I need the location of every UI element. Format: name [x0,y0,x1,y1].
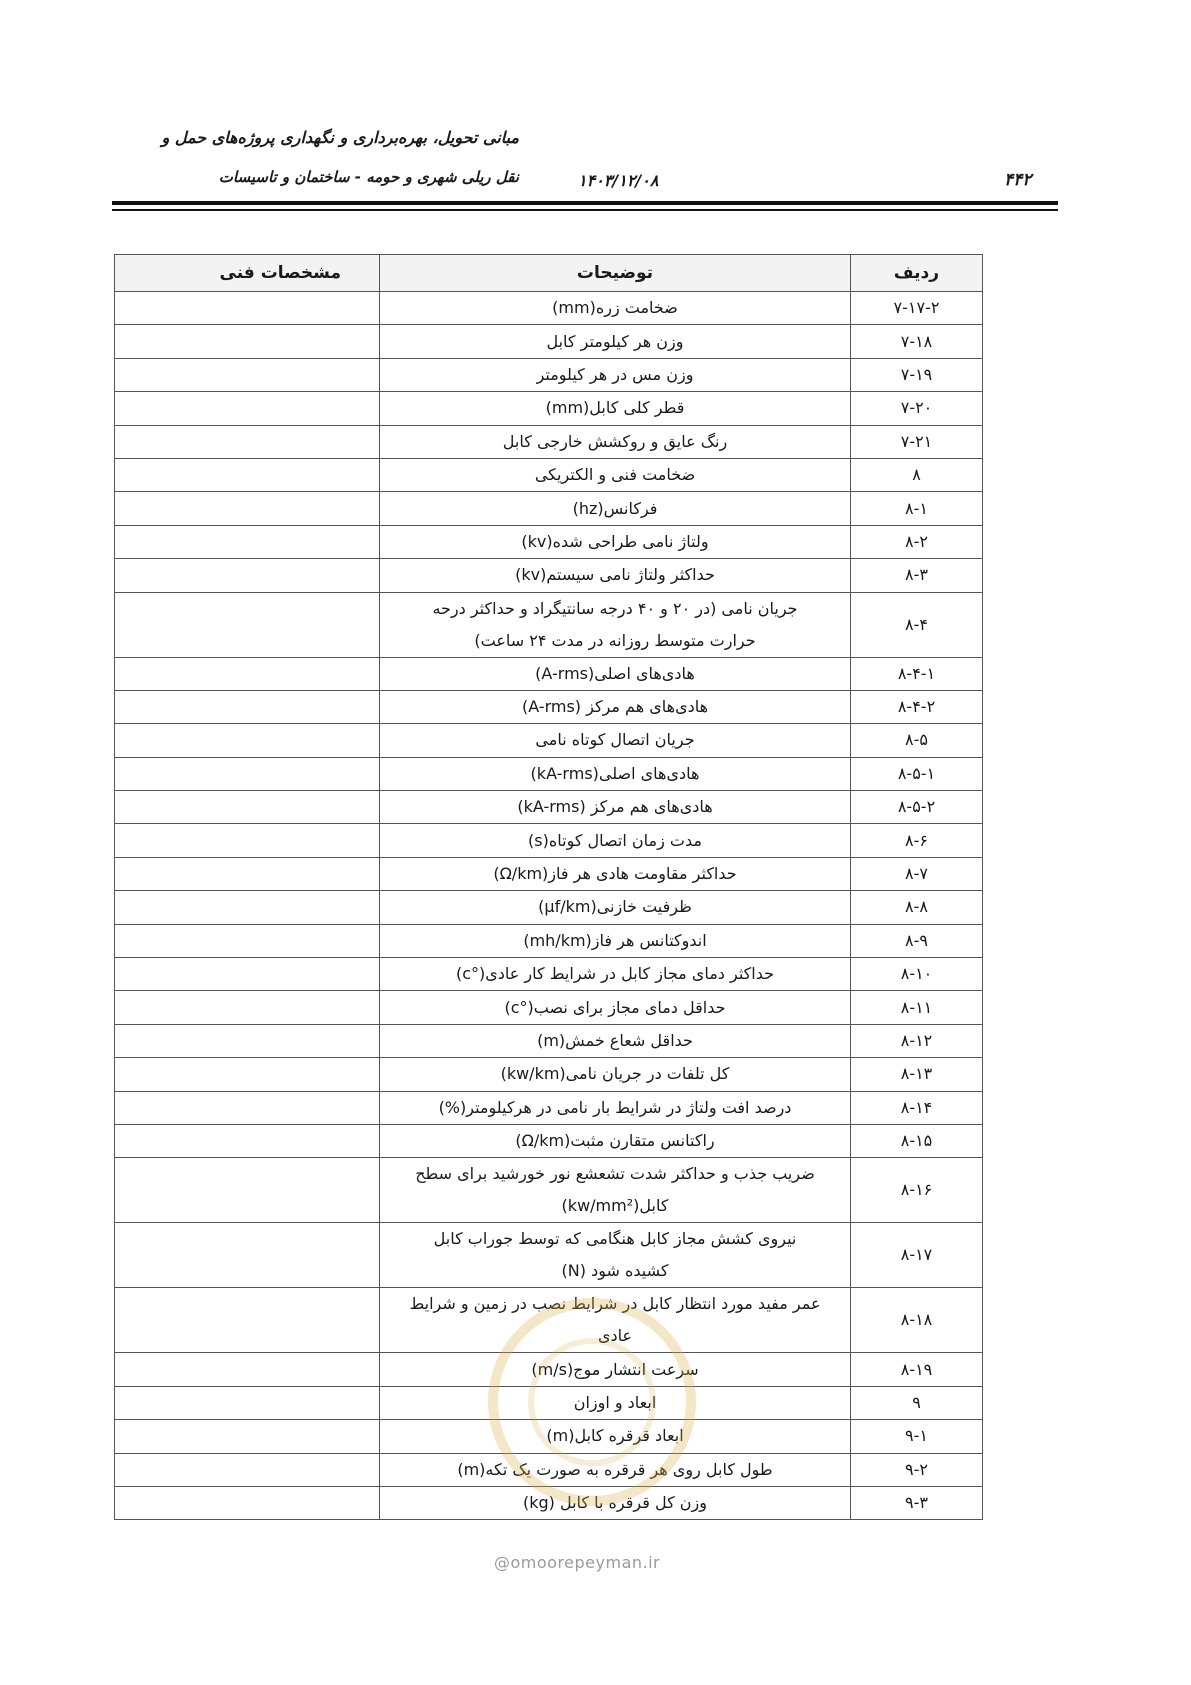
row-description [380,1453,851,1486]
row-number: ۸-۳ [851,559,983,592]
row-description-line1: ضخامت فنی و الکتریکی [534,465,696,485]
watermark-text: @omoorepeyman.ir [494,1553,661,1572]
row-spec-value [115,592,380,657]
table-row [115,1353,983,1386]
row-number: ۸ [851,458,983,491]
row-description [380,924,851,957]
row-description-line1: قطر کلی کابل(mm) [545,398,685,418]
row-description [380,991,851,1024]
row-description [380,757,851,790]
row-description [380,1024,851,1057]
table-header-row [115,255,983,292]
row-description-line1: ابعاد قرقره کابل(m) [546,1426,684,1446]
row-spec-value [115,1024,380,1057]
row-description [380,1058,851,1091]
row-number: ۸-۱۶ [851,1158,983,1223]
row-number: ۸-۱۲ [851,1024,983,1057]
row-description [380,857,851,890]
row-number: ۸-۵-۲ [851,791,983,824]
row-number: ۸-۷ [851,857,983,890]
table-row [115,1453,983,1486]
table-row [115,1486,983,1519]
row-spec-value [115,824,380,857]
row-number: ۹-۲ [851,1453,983,1486]
row-number: ۸-۱۴ [851,1091,983,1124]
row-description [380,325,851,358]
table-row [115,857,983,890]
spec-table [114,254,983,1520]
row-description [380,358,851,391]
row-description [380,657,851,690]
row-description-line1: وزن مس در هر کیلومتر [536,364,694,384]
row-description [380,824,851,857]
row-description-line2: حرارت متوسط روزانه در مدت ۲۴ ساعت) [474,630,756,650]
table-row [115,657,983,690]
row-number: ۸-۹ [851,924,983,957]
page-header [0,0,1191,220]
table-row [115,1420,983,1453]
header-description: توضیحات [380,255,851,292]
row-description [380,1091,851,1124]
row-number: ۸-۴ [851,592,983,657]
header-date: ۱۴۰۳/۱۲/۰۸ [578,171,659,190]
header-rule-thin [112,209,1058,211]
row-spec-value [115,690,380,723]
row-spec-value [115,392,380,425]
row-description-line1: هادی‌های اصلی(A-rms) [535,663,695,683]
row-spec-value [115,358,380,391]
row-number: ۷-۲۱ [851,425,983,458]
row-description-line1: هادی‌های هم مرکز (A-rms) [521,697,709,717]
table-body [115,292,983,1520]
row-spec-value [115,1288,380,1353]
row-spec-value [115,857,380,890]
header-row-no: ردیف [851,255,983,292]
row-number: ۸-۲ [851,525,983,558]
row-description-line1: حداکثر دمای مجاز کابل در شرایط کار عادی(°c) [455,964,774,984]
row-description [380,891,851,924]
row-spec-value [115,1353,380,1386]
table-row [115,1288,983,1353]
row-description-line1: مدت زمان اتصال کوتاه(s) [528,830,702,850]
table-row [115,791,983,824]
row-description-line2: کشیده شود (N) [561,1261,669,1281]
row-description [380,1124,851,1157]
row-description [380,1420,851,1453]
row-description [380,690,851,723]
row-description [380,492,851,525]
row-spec-value [115,1091,380,1124]
row-spec-value [115,891,380,924]
table-row [115,559,983,592]
row-description [380,1486,851,1519]
table-row [115,325,983,358]
row-number: ۸-۱۹ [851,1353,983,1386]
row-spec-value [115,1420,380,1453]
row-number: ۸-۵-۱ [851,757,983,790]
header-title-line2: نقل ریلی شهری و حومه - ساختمان و تاسیسات [218,168,519,186]
row-number: ۸-۱۳ [851,1058,983,1091]
table-row [115,392,983,425]
table-row [115,425,983,458]
row-description-line1: ضریب جذب و حداکثر شدت تشعشع نور خورشید برای سطح [415,1164,815,1184]
row-description-line1: حداقل شعاع خمش(m) [537,1031,693,1050]
row-description [380,592,851,657]
row-spec-value [115,458,380,491]
row-description-line1: هادی‌های هم مرکز (kA-rms) [517,797,713,817]
row-number: ۸-۱۵ [851,1124,983,1157]
row-description [380,958,851,991]
row-number: ۷-۲۰ [851,392,983,425]
row-description [380,525,851,558]
row-description-line1: هادی‌های اصلی(kA-rms) [530,763,700,783]
row-number: ۷-۱۹ [851,358,983,391]
row-description-line1: حداقل دمای مجاز برای نصب(°c) [504,997,726,1017]
row-spec-value [115,525,380,558]
row-spec-value [115,657,380,690]
header-spec: مشخصات فنی [115,255,380,292]
row-description-line1: ظرفیت خازنی(µf/km) [538,897,692,917]
table-row [115,924,983,957]
row-description-line1: ابعاد و اوزان [573,1392,657,1412]
row-description-line1: وزن هر کیلومتر کابل [546,331,684,351]
row-number: ۸-۸ [851,891,983,924]
row-description [380,1158,851,1223]
row-number: ۸-۱۷ [851,1223,983,1288]
row-number: ۸-۱ [851,492,983,525]
row-spec-value [115,425,380,458]
row-description-line1: حداکثر مقاومت هادی هر فاز(Ω/km) [493,864,737,884]
row-spec-value [115,292,380,325]
row-spec-value [115,991,380,1024]
row-spec-value [115,1453,380,1486]
table-row [115,1223,983,1288]
row-description [380,458,851,491]
row-spec-value [115,1386,380,1419]
row-spec-value [115,1486,380,1519]
row-description-line1: نیروی کشش مجاز کابل هنگامی که توسط جوراب کابل [433,1229,797,1249]
row-description-line1: عمر مفید مورد انتظار کابل در شرایط نصب در زمین و شرایط [409,1294,821,1314]
row-spec-value [115,791,380,824]
table-row [115,891,983,924]
row-description-line1: اندوکتانس هر فاز(mh/km) [523,930,707,950]
row-number: ۸-۶ [851,824,983,857]
row-description [380,559,851,592]
table-row [115,1124,983,1157]
header-rule-thick [112,201,1058,205]
row-description [380,1353,851,1386]
table-row [115,824,983,857]
header-title-line1: مبانی تحویل، بهره‌برداری و نگهداری پروژه‌های حمل و [161,128,519,147]
table-row [115,458,983,491]
row-description-line1: طول کابل روی هر قرقره به صورت یک تکه(m) [457,1459,773,1479]
row-description [380,425,851,458]
table-row [115,690,983,723]
row-description-line1: وزن کل قرقره با کابل (kg) [522,1493,707,1513]
row-spec-value [115,1058,380,1091]
row-description [380,292,851,325]
row-spec-value [115,724,380,757]
row-number: ۸-۱۰ [851,958,983,991]
row-spec-value [115,325,380,358]
row-number: ۸-۱۱ [851,991,983,1024]
page-number: ۴۴۲ [1004,170,1032,190]
row-number: ۸-۱۸ [851,1288,983,1353]
row-number: ۷-۱۷-۲ [851,292,983,325]
table-row [115,1024,983,1057]
table-row [115,1091,983,1124]
row-number: ۹ [851,1386,983,1419]
row-description-line1: جریان اتصال کوتاه نامی [535,730,695,750]
row-number: ۸-۴-۲ [851,690,983,723]
row-description [380,724,851,757]
row-spec-value [115,958,380,991]
row-description [380,1223,851,1288]
row-description [380,1386,851,1419]
row-number: ۹-۳ [851,1486,983,1519]
table-row [115,958,983,991]
row-spec-value [115,757,380,790]
row-description-line1: رنگ عایق و روکشش خارجی کابل [502,431,728,451]
row-description [380,791,851,824]
row-description-line1: راکتانس متقارن مثبت(Ω/km) [515,1131,715,1151]
row-description-line1: درصد افت ولتاژ در شرایط بار نامی در هرکیلومتر(%) [438,1097,792,1117]
row-number: ۷-۱۸ [851,325,983,358]
row-spec-value [115,1158,380,1223]
row-description-line2: کابل(kw/mm²) [561,1196,669,1216]
row-spec-value [115,924,380,957]
row-description [380,392,851,425]
row-spec-value [115,492,380,525]
row-description-line1: ضخامت زره(mm) [552,298,678,318]
row-spec-value [115,1223,380,1288]
table-row [115,358,983,391]
table-row [115,292,983,325]
table-row [115,1058,983,1091]
table-row [115,991,983,1024]
row-description [380,1288,851,1353]
table-row [115,525,983,558]
row-description-line1: حداکثر ولتاژ نامی سیستم(kv) [515,565,715,585]
row-spec-value [115,559,380,592]
table-row [115,1158,983,1223]
row-number: ۸-۵ [851,724,983,757]
row-spec-value [115,1124,380,1157]
row-description-line1: جریان نامی (در ۲۰ و ۴۰ درجه سانتیگراد و حداکثر درحه [432,598,798,618]
table-row [115,592,983,657]
row-description-line2: عادی [597,1326,633,1346]
table-row [115,1386,983,1419]
table-row [115,724,983,757]
row-number: ۸-۴-۱ [851,657,983,690]
row-description-line1: فرکانس(hz) [572,498,658,518]
row-number: ۹-۱ [851,1420,983,1453]
table-row [115,757,983,790]
row-description-line1: سرعت انتشار موج(m/s) [531,1359,699,1379]
table-row [115,492,983,525]
row-description-line1: کل تلفات در جریان نامی(kw/km) [500,1064,730,1084]
row-description-line1: ولتاژ نامی طراحی شده(kv) [521,531,709,551]
